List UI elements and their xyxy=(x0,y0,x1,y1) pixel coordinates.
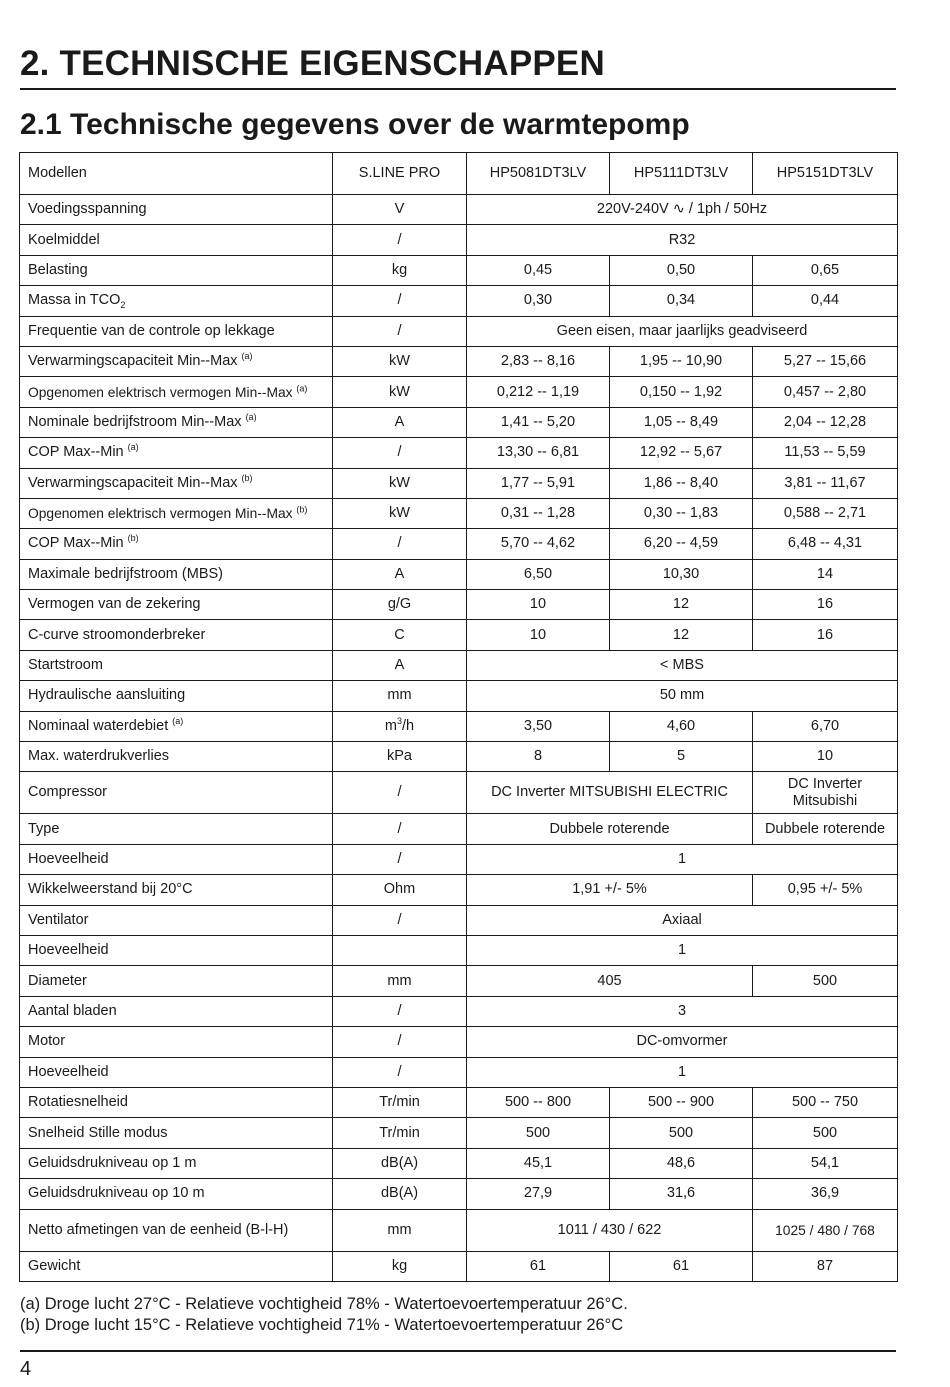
table-row xyxy=(20,650,898,680)
table-row xyxy=(20,844,898,874)
row-unit: A xyxy=(333,559,467,589)
row-unit xyxy=(333,935,467,965)
row-unit xyxy=(333,711,467,741)
spec-table xyxy=(19,152,898,1282)
table-row xyxy=(20,905,898,935)
table-row xyxy=(20,1087,898,1117)
row-label: Diameter xyxy=(20,966,333,996)
table-row xyxy=(20,1209,898,1251)
row-value: 87 xyxy=(753,1251,898,1281)
row-unit: / xyxy=(333,996,467,1026)
row-label: Hoeveelheid xyxy=(20,844,333,874)
page-number: 4 xyxy=(20,1358,32,1380)
table-row xyxy=(20,681,898,711)
table-row xyxy=(20,620,898,650)
row-value: 0,44 xyxy=(753,286,898,316)
row-unit: kW xyxy=(333,468,467,498)
row-label: Aantal bladen xyxy=(20,996,333,1026)
row-value: 6,48 -- 4,31 xyxy=(753,529,898,559)
row-value: 12 xyxy=(610,620,753,650)
row-value: 500 -- 750 xyxy=(753,1087,898,1117)
row-value: 0,212 -- 1,19 xyxy=(467,377,610,407)
footnote-ref: (a) xyxy=(172,716,184,726)
row-label: Hoeveelheid xyxy=(20,1057,333,1087)
row-unit: / xyxy=(333,1057,467,1087)
row-value: Dubbele roterende xyxy=(753,814,898,844)
row-unit: / xyxy=(333,225,467,255)
table-row xyxy=(20,1179,898,1209)
table-header-row xyxy=(20,153,898,195)
row-value: 3,81 -- 11,67 xyxy=(753,468,898,498)
label-text: Nominaal waterdebiet xyxy=(28,717,169,734)
row-value: 48,6 xyxy=(610,1148,753,1178)
row-value: 50 mm xyxy=(467,681,898,711)
row-value: 1,41 -- 5,20 xyxy=(467,407,610,437)
label-text: Verwarmingscapaciteit Min--Max xyxy=(28,474,238,491)
row-unit: / xyxy=(333,316,467,346)
row-value: 1,77 -- 5,91 xyxy=(467,468,610,498)
row-label: C-curve stroomonderbreker xyxy=(20,620,333,650)
row-value: < MBS xyxy=(467,650,898,680)
row-value: Geen eisen, maar jaarlijks geadviseerd xyxy=(467,316,898,346)
label-text: Massa in TCO xyxy=(28,292,121,309)
row-unit: / xyxy=(333,1027,467,1057)
row-value: 0,50 xyxy=(610,255,753,285)
row-label xyxy=(20,498,333,528)
row-value: 13,30 -- 6,81 xyxy=(467,438,610,468)
row-value: 27,9 xyxy=(467,1179,610,1209)
row-value: 1 xyxy=(467,1057,898,1087)
footer-divider xyxy=(20,1350,896,1352)
row-value: 0,95 +/- 5% xyxy=(753,875,898,905)
row-value: 4,60 xyxy=(610,711,753,741)
table-row xyxy=(20,1118,898,1148)
row-value: 1011 / 430 / 622 xyxy=(467,1209,753,1251)
row-unit: / xyxy=(333,772,467,814)
row-value: 5 xyxy=(610,742,753,772)
footnote-ref: (b) xyxy=(296,504,308,515)
row-value: 12 xyxy=(610,590,753,620)
row-unit: / xyxy=(333,844,467,874)
row-label: Netto afmetingen van de eenheid (B-l-H) xyxy=(20,1209,333,1251)
row-value: 16 xyxy=(753,620,898,650)
row-value: 0,588 -- 2,71 xyxy=(753,498,898,528)
footnote-ref: (a) xyxy=(245,412,257,423)
table-row xyxy=(20,225,898,255)
row-label xyxy=(20,529,333,559)
row-value: 1 xyxy=(467,844,898,874)
row-value: 3,50 xyxy=(467,711,610,741)
table-row xyxy=(20,559,898,589)
row-value: 405 xyxy=(467,966,753,996)
table-row xyxy=(20,316,898,346)
table-row xyxy=(20,772,898,814)
row-value: 31,6 xyxy=(610,1179,753,1209)
label-text: Opgenomen elektrisch vermogen Min--Max xyxy=(28,506,293,522)
row-value: 0,45 xyxy=(467,255,610,285)
row-unit: / xyxy=(333,905,467,935)
row-unit: A xyxy=(333,407,467,437)
table-row xyxy=(20,742,898,772)
row-value: 2,83 -- 8,16 xyxy=(467,346,610,376)
table-row xyxy=(20,590,898,620)
row-value: 45,1 xyxy=(467,1148,610,1178)
row-unit: Tr/min xyxy=(333,1118,467,1148)
row-label xyxy=(20,346,333,376)
table-row xyxy=(20,377,898,407)
footnote-a: (a) Droge lucht 27°C - Relatieve vochtigheid 78% - Watertoevoertemperatuur 26°C. xyxy=(20,1295,628,1313)
row-value: 1,86 -- 8,40 xyxy=(610,468,753,498)
row-label: Motor xyxy=(20,1027,333,1057)
label-text: Opgenomen elektrisch vermogen Min--Max xyxy=(28,384,293,400)
row-label: Frequentie van de controle op lekkage xyxy=(20,316,333,346)
table-row xyxy=(20,966,898,996)
row-value: 0,31 -- 1,28 xyxy=(467,498,610,528)
footnote-ref: (a) xyxy=(296,382,308,393)
row-label: Koelmiddel xyxy=(20,225,333,255)
subscript: 2 xyxy=(120,300,126,311)
row-label xyxy=(20,286,333,316)
row-unit: / xyxy=(333,814,467,844)
row-unit: g/G xyxy=(333,590,467,620)
row-value: 0,30 -- 1,83 xyxy=(610,498,753,528)
row-unit: Ohm xyxy=(333,875,467,905)
row-label: Wikkelweerstand bij 20°C xyxy=(20,875,333,905)
row-label: Hydraulische aansluiting xyxy=(20,681,333,711)
row-unit: kg xyxy=(333,1251,467,1281)
row-label xyxy=(20,438,333,468)
row-label: Belasting xyxy=(20,255,333,285)
table-row xyxy=(20,195,898,225)
row-label xyxy=(20,468,333,498)
row-value xyxy=(753,772,898,814)
row-value: 1 xyxy=(467,935,898,965)
row-value: 6,50 xyxy=(467,559,610,589)
table-row xyxy=(20,346,898,376)
row-value: R32 xyxy=(467,225,898,255)
label-text: Nominale bedrijfstroom Min--Max xyxy=(28,413,242,430)
row-value: 1,95 -- 10,90 xyxy=(610,346,753,376)
row-value: 54,1 xyxy=(753,1148,898,1178)
unit-rest: /h xyxy=(402,717,415,734)
row-value: DC-omvormer xyxy=(467,1027,898,1057)
row-unit: Tr/min xyxy=(333,1087,467,1117)
row-unit: kW xyxy=(333,346,467,376)
row-unit: V xyxy=(333,195,467,225)
table-row xyxy=(20,407,898,437)
row-value: 500 -- 800 xyxy=(467,1087,610,1117)
row-value: 500 xyxy=(467,1118,610,1148)
row-value: 3 xyxy=(467,996,898,1026)
value-line: Mitsubishi xyxy=(792,792,858,809)
row-label: Vermogen van de zekering xyxy=(20,590,333,620)
table-row xyxy=(20,1148,898,1178)
row-value: 10 xyxy=(753,742,898,772)
row-value: 36,9 xyxy=(753,1179,898,1209)
table-row xyxy=(20,1027,898,1057)
row-unit: C xyxy=(333,620,467,650)
row-label: Maximale bedrijfstroom (MBS) xyxy=(20,559,333,589)
row-value: Axiaal xyxy=(467,905,898,935)
row-value: 0,457 -- 2,80 xyxy=(753,377,898,407)
table-row xyxy=(20,468,898,498)
row-value: 10 xyxy=(467,620,610,650)
row-unit: mm xyxy=(333,681,467,711)
row-label: Hoeveelheid xyxy=(20,935,333,965)
header-cell: HP5111DT3LV xyxy=(610,153,753,195)
unit-base: m xyxy=(384,717,397,734)
label-text: COP Max--Min xyxy=(28,535,124,552)
table-row xyxy=(20,814,898,844)
footnote-ref: (a) xyxy=(241,351,253,362)
section-heading: 2.1 Technische gegevens over de warmtepomp xyxy=(20,108,690,141)
row-unit: / xyxy=(333,438,467,468)
footnote-ref: (a) xyxy=(127,442,139,453)
table-row xyxy=(20,935,898,965)
row-unit: dB(A) xyxy=(333,1179,467,1209)
row-label: Geluidsdrukniveau op 1 m xyxy=(20,1148,333,1178)
row-value: 11,53 -- 5,59 xyxy=(753,438,898,468)
row-value: 1,91 +/- 5% xyxy=(467,875,753,905)
table-row xyxy=(20,255,898,285)
row-unit: kW xyxy=(333,498,467,528)
row-value: 6,70 xyxy=(753,711,898,741)
header-cell: HP5151DT3LV xyxy=(753,153,898,195)
row-unit: kg xyxy=(333,255,467,285)
row-value: 61 xyxy=(467,1251,610,1281)
table-row xyxy=(20,1057,898,1087)
row-label: Compressor xyxy=(20,772,333,814)
row-value: 5,27 -- 15,66 xyxy=(753,346,898,376)
header-cell: S.LINE PRO xyxy=(333,153,467,195)
row-value: 12,92 -- 5,67 xyxy=(610,438,753,468)
table-row xyxy=(20,996,898,1026)
row-value: 14 xyxy=(753,559,898,589)
row-value: 6,20 -- 4,59 xyxy=(610,529,753,559)
page-heading: 2. TECHNISCHE EIGENSCHAPPEN xyxy=(20,44,896,90)
row-value: Dubbele roterende xyxy=(467,814,753,844)
row-label: Rotatiesnelheid xyxy=(20,1087,333,1117)
row-value: 0,30 xyxy=(467,286,610,316)
header-cell: Modellen xyxy=(20,153,333,195)
row-value: 500 xyxy=(610,1118,753,1148)
row-label: Max. waterdrukverlies xyxy=(20,742,333,772)
footnote-ref: (b) xyxy=(127,533,139,544)
label-text: COP Max--Min xyxy=(28,444,124,461)
row-value: 500 xyxy=(753,1118,898,1148)
row-value: 8 xyxy=(467,742,610,772)
row-value: 10,30 xyxy=(610,559,753,589)
row-unit: mm xyxy=(333,966,467,996)
table-row xyxy=(20,711,898,741)
row-value: 220V-240V ∿ / 1ph / 50Hz xyxy=(467,195,898,225)
row-label xyxy=(20,711,333,741)
row-label xyxy=(20,407,333,437)
row-value: 0,65 xyxy=(753,255,898,285)
row-unit: / xyxy=(333,286,467,316)
row-label: Voedingsspanning xyxy=(20,195,333,225)
row-value: DC Inverter MITSUBISHI ELECTRIC xyxy=(467,772,753,814)
label-text: Verwarmingscapaciteit Min--Max xyxy=(28,353,238,370)
row-label: Startstroom xyxy=(20,650,333,680)
row-label: Snelheid Stille modus xyxy=(20,1118,333,1148)
row-value: 500 -- 900 xyxy=(610,1087,753,1117)
footnote-b: (b) Droge lucht 15°C - Relatieve vochtigheid 71% - Watertoevoertemperatuur 26°C xyxy=(20,1316,624,1334)
table-row xyxy=(20,875,898,905)
value-line: DC Inverter xyxy=(787,775,863,792)
row-value: 2,04 -- 12,28 xyxy=(753,407,898,437)
table-row xyxy=(20,1251,898,1281)
row-unit: mm xyxy=(333,1209,467,1251)
row-unit: / xyxy=(333,529,467,559)
row-label xyxy=(20,377,333,407)
row-label: Gewicht xyxy=(20,1251,333,1281)
row-value: 1,05 -- 8,49 xyxy=(610,407,753,437)
row-unit: kPa xyxy=(333,742,467,772)
header-cell: HP5081DT3LV xyxy=(467,153,610,195)
table-row xyxy=(20,498,898,528)
row-value: 1025 / 480 / 768 xyxy=(753,1209,898,1251)
unit-sup: 3 xyxy=(396,716,402,726)
table-row xyxy=(20,529,898,559)
row-unit: dB(A) xyxy=(333,1148,467,1178)
table-row xyxy=(20,438,898,468)
row-label: Ventilator xyxy=(20,905,333,935)
row-unit: kW xyxy=(333,377,467,407)
row-value: 61 xyxy=(610,1251,753,1281)
row-value: 0,150 -- 1,92 xyxy=(610,377,753,407)
row-label: Type xyxy=(20,814,333,844)
table-row xyxy=(20,286,898,316)
row-value: 500 xyxy=(753,966,898,996)
row-value: 0,34 xyxy=(610,286,753,316)
row-unit: A xyxy=(333,650,467,680)
row-value: 16 xyxy=(753,590,898,620)
footnote-ref: (b) xyxy=(241,472,253,483)
row-value: 5,70 -- 4,62 xyxy=(467,529,610,559)
row-value: 10 xyxy=(467,590,610,620)
row-label: Geluidsdrukniveau op 10 m xyxy=(20,1179,333,1209)
